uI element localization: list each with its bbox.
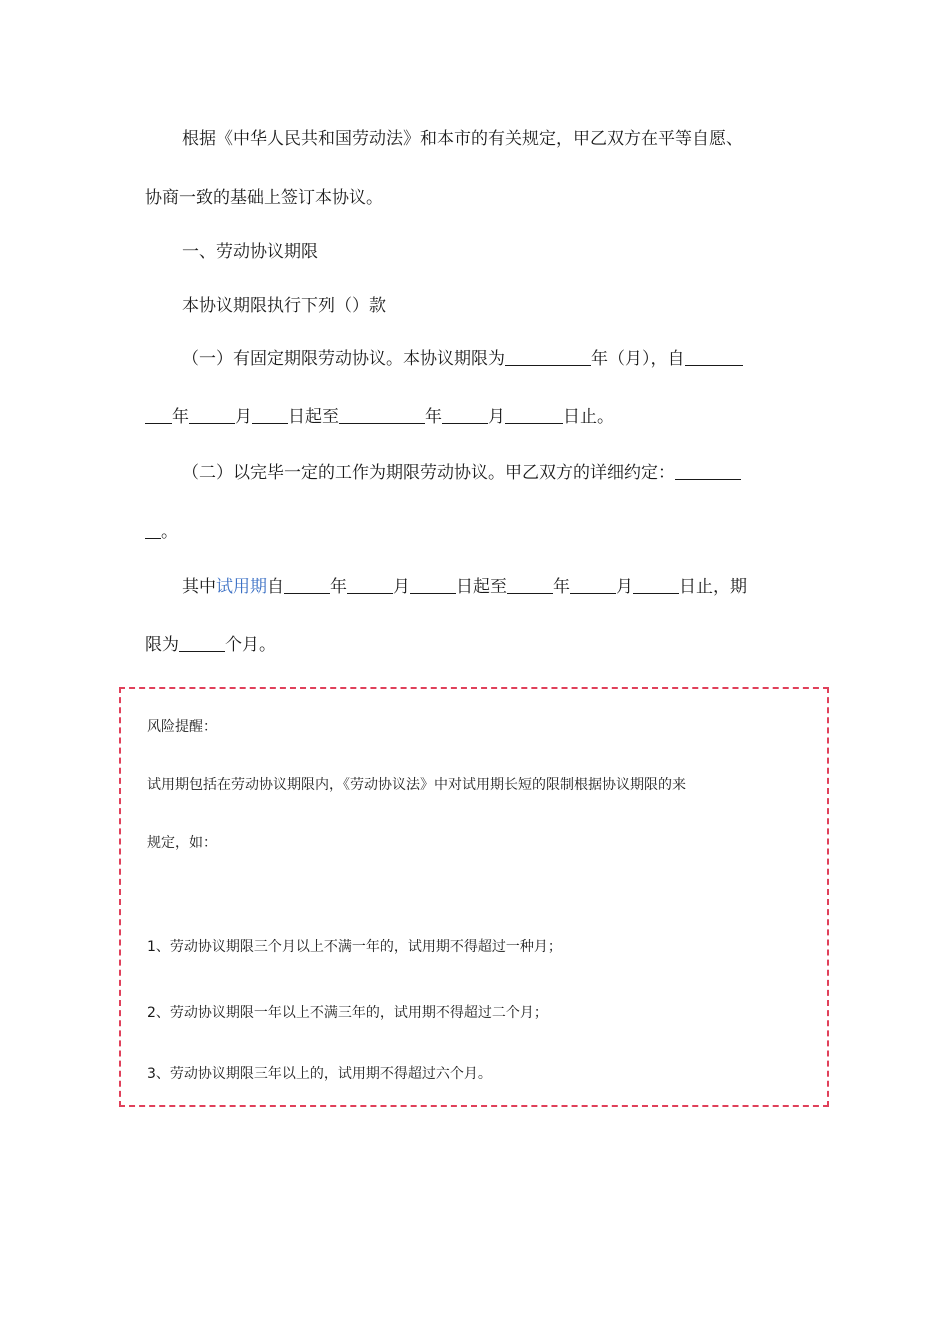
end-month-blank[interactable]: [442, 405, 488, 424]
risk-rule-1: 1、劳动协议期限三个月以上不满一年的，试用期不得超过一种月；: [147, 939, 562, 955]
trial-end-month-blank[interactable]: [570, 575, 616, 594]
start-year-blank-part1[interactable]: [685, 347, 743, 366]
section1-title: 一、劳动协议期限: [182, 242, 318, 262]
item2-line2: [145, 520, 807, 544]
section1-clause: 本协议期限执行下列（）款: [182, 296, 386, 316]
trial-month-label: 月: [393, 577, 410, 597]
start-year-blank-part2[interactable]: [145, 405, 172, 424]
month-label-2: 月: [488, 407, 505, 427]
risk-rule-3: 3、劳动协议期限三年以上的，试用期不得超过六个月。: [147, 1066, 492, 1082]
trial-text-d: 个月。: [225, 635, 276, 655]
trial-months-blank[interactable]: [179, 633, 225, 652]
trial-month-label-2: 月: [616, 577, 633, 597]
trial-day-end-label: 日止，期: [679, 577, 747, 597]
day-end-label: 日止。: [563, 407, 614, 427]
item2-end: 。: [161, 522, 178, 542]
risk-desc-line2: 规定，如：: [147, 835, 217, 851]
trial-start-year-blank[interactable]: [284, 575, 330, 594]
year-label-2: 年: [425, 407, 442, 427]
risk-title: 风险提醒：: [147, 719, 217, 735]
year-label: 年: [172, 407, 189, 427]
item2-text: （二）以完毕一定的工作为期限劳动协议。甲乙双方的详细约定：: [182, 463, 675, 483]
trial-year-label: 年: [330, 577, 347, 597]
trial-line1: [182, 575, 807, 599]
trial-day-from-label: 日起至: [456, 577, 507, 597]
day-from-label: 日起至: [288, 407, 339, 427]
risk-rule-2: 2、劳动协议期限一年以上不满三年的，试用期不得超过二个月；: [147, 1005, 548, 1021]
trial-start-day-blank[interactable]: [410, 575, 456, 594]
trial-text-b: 自: [267, 577, 284, 597]
item2-line1: [182, 461, 807, 485]
item1-line1: [182, 347, 807, 371]
item1-text-a: （一）有固定期限劳动协议。本协议期限为: [182, 349, 505, 369]
agreement-blank-part1[interactable]: [675, 461, 741, 480]
term-length-blank[interactable]: [505, 347, 591, 366]
item1-line2: [145, 405, 807, 429]
end-year-blank[interactable]: [339, 405, 425, 424]
month-label: 月: [235, 407, 252, 427]
item1-text-b: 年（月），自: [591, 349, 685, 369]
trial-start-month-blank[interactable]: [347, 575, 393, 594]
intro-paragraph-line2: 协商一致的基础上签订本协议。: [145, 188, 383, 208]
trial-end-day-blank[interactable]: [633, 575, 679, 594]
risk-desc-line1: 试用期包括在劳动协议期限内，《劳动协议法》中对试用期长短的限制根据协议期限的来: [147, 777, 686, 793]
intro-paragraph-line1: 根据《中华人民共和国劳动法》和本市的有关规定，甲乙双方在平等自愿、: [182, 129, 743, 149]
start-month-blank[interactable]: [189, 405, 235, 424]
trial-line2: [145, 633, 807, 657]
trial-end-year-blank[interactable]: [507, 575, 553, 594]
trial-year-label-2: 年: [553, 577, 570, 597]
end-day-blank[interactable]: [505, 405, 563, 424]
trial-period-link[interactable]: 试用期: [216, 577, 267, 597]
trial-text-c: 限为: [145, 635, 179, 655]
trial-text-a: 其中: [182, 577, 216, 597]
agreement-blank-part2[interactable]: [145, 520, 161, 539]
risk-reminder-box: [119, 687, 829, 1107]
start-day-blank[interactable]: [252, 405, 288, 424]
